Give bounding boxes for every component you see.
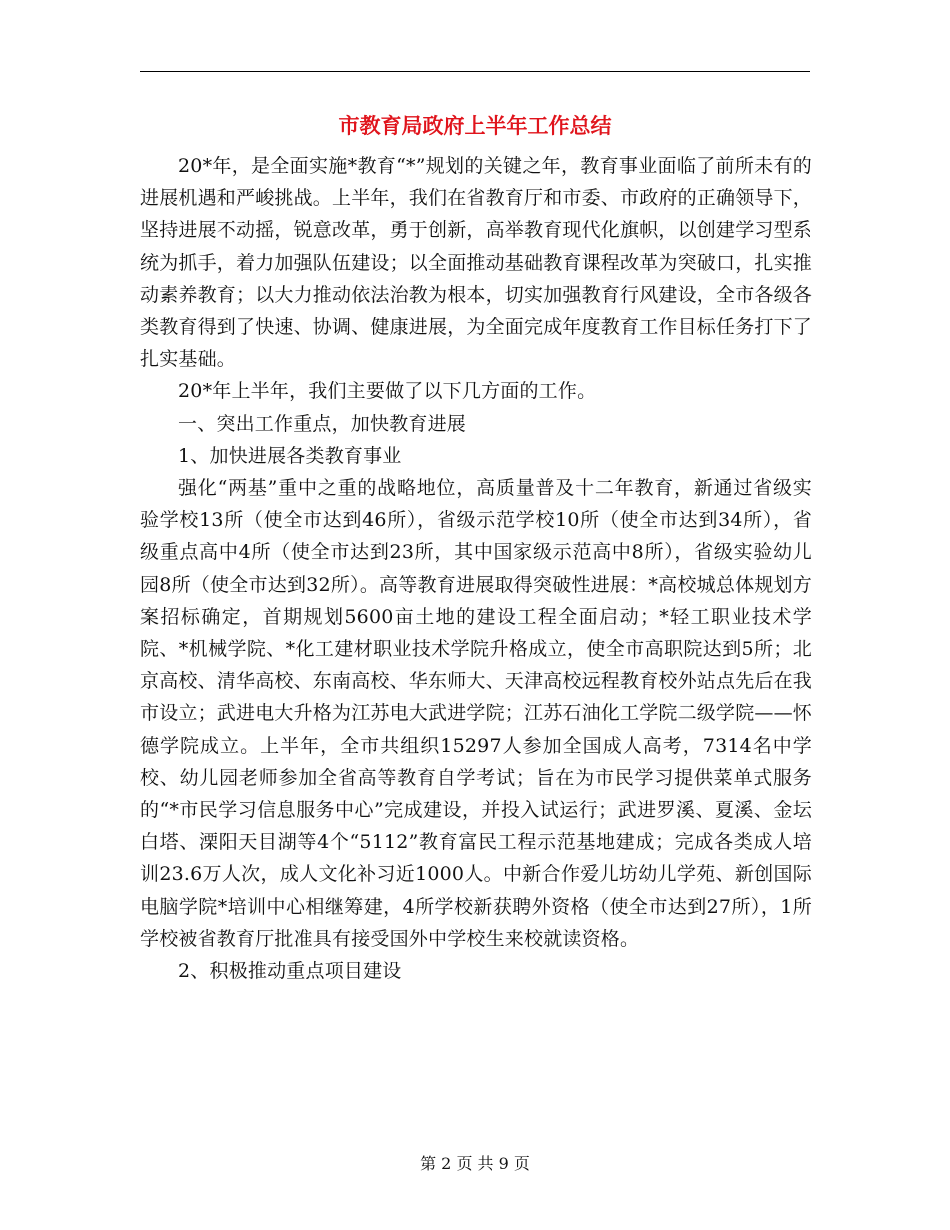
header-rule [140, 71, 810, 72]
document-title: 市教育局政府上半年工作总结 [338, 113, 612, 138]
document-body [140, 150, 812, 987]
paragraph-summary-lead: 20*年上半年，我们主要做了以下几方面的工作。 [178, 380, 597, 403]
subsection-heading-1: 1、加快进展各类教育事业 [178, 444, 402, 467]
subsection-heading-2: 2、积极推动重点项目建设 [178, 960, 402, 983]
page-footer: 第 2 页 共 9 页 [420, 1154, 530, 1173]
section-heading-1: 一、突出工作重点，加快教育进展 [178, 412, 467, 435]
paragraph-intro: 20*年，是全面实施*教育“*”规划的关键之年，教育事业面临了前所未有的进展机遇和严峻挑战。上半年，我们在省教育厅和市委、市政府的正确领导下，坚持进展不动摇，锐意改革，勇于创新，高举教育现代化旗帜，以创建学习型系统为抓手，着力加强队伍建设；以全面推动基础教育课程改革为突破口，扎实推动素养教育；以大力推动依法治教为根本，切实加强教育行风建设，全市各级各类教育得到了快速、协调、健康进展，为全面完成年度教育工作目标任务打下了扎实基础。 [140, 155, 813, 371]
paragraph-education-development: 强化“两基”重中之重的战略地位，高质量普及十二年教育，新通过省级实验学校13所（使全市达到46所），省级示范学校10所（使全市达到34所），省级重点高中4所（使全市达到23所，其中国家级示范高中8所），省级实验幼儿园8所（使全市达到32所）。高等教育进展取得突破性进展：*高校城总体规划方案招标确定，首期规划5600亩土地的建设工程全面启动；*轻工职业技术学院、*机械学院、*化工建材职业技术学院升格成立，使全市高职院达到5所；北京高校、清华高校、东南高校、华东师大、天津高校远程教育校外站点先后在我市设立；武进电大升格为江苏电大武进学院；江苏石油化工学院二级学院——怀德学院成立。上半年，全市共组织15297人参加全国成人高考，7314名中学校、幼儿园老师参加全省高等教育自学考试；旨在为市民学习提供菜单式服务的“*市民学习信息服务中心”完成建设，并投入试运行；武进罗溪、夏溪、金坛白塔、溧阳天目湖等4个“5112”教育富民工程示范基地建成；完成各类成人培训23.6万人次，成人文化补习近1000人。中新合作爱儿坊幼儿学苑、新创国际电脑学院*培训中心相继筹建，4所学校新获聘外资格（使全市达到27所），1所学校被省教育厅批准具有接受国外中学校生来校就读资格。 [140, 477, 813, 950]
